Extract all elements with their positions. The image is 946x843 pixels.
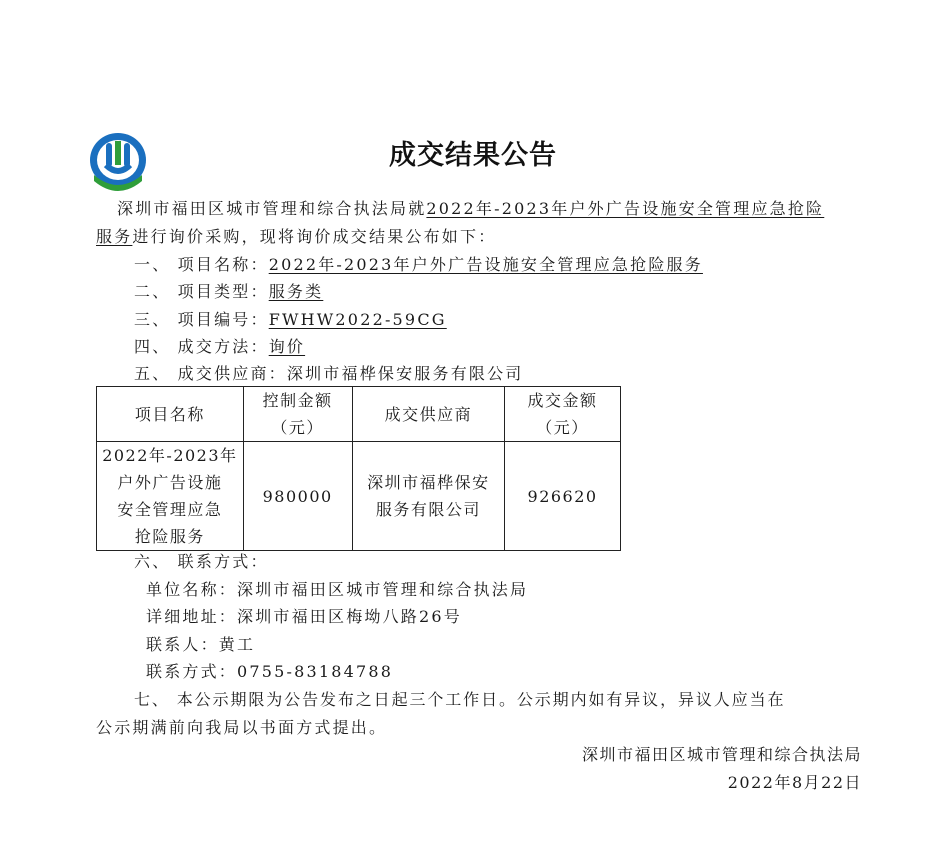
- item-project-type-value: 服务类: [268, 282, 324, 301]
- contact-phone: 联系方式：0755-83184788: [146, 662, 394, 681]
- item-project-code-label: 三、 项目编号：: [134, 310, 269, 329]
- item-project-name: [134, 254, 703, 276]
- item-project-code-value: FWHW2022-59CG: [268, 310, 447, 329]
- result-table: [96, 386, 621, 551]
- signature-date: 2022年8月22日: [727, 773, 862, 792]
- cell-control-amount: 980000: [243, 442, 352, 551]
- item-deal-method: [134, 336, 305, 358]
- item-supplier-label: 五、 成交供应商：: [134, 364, 287, 383]
- intro-line-2: [96, 226, 496, 248]
- notice-line-2: 公示期满前向我局以书面方式提出。: [96, 718, 388, 737]
- header-supplier: 成交供应商: [352, 387, 505, 442]
- intro-line-1: [117, 198, 824, 220]
- item-project-type: [134, 281, 323, 303]
- page-title: 成交结果公告: [389, 140, 557, 171]
- header-control-amount: 控制金额 （元）: [243, 387, 352, 442]
- intro-project-name-part2: 服务: [96, 227, 133, 246]
- notice-line-1: 七、 本公示期限为公告发布之日起三个工作日。公示期内如有异议，异议人应当在: [134, 690, 786, 709]
- contact-heading: 六、 联系方式：: [134, 552, 269, 571]
- contact-address: 详细地址：深圳市福田区梅坳八路26号: [146, 607, 462, 626]
- intro-prefix: 深圳市福田区城市管理和综合执法局就: [117, 199, 427, 218]
- cell-project-name: 2022年-2023年 户外广告设施 安全管理应急 抢险服务: [97, 442, 244, 551]
- item-project-type-label: 二、 项目类型：: [134, 282, 269, 301]
- header-project-name: 项目名称: [97, 387, 244, 442]
- item-supplier-value: 深圳市福桦保安服务有限公司: [286, 364, 524, 383]
- table-row: [97, 442, 621, 551]
- contact-person: 联系人：黄工: [146, 635, 256, 654]
- contact-unit: 单位名称：深圳市福田区城市管理和综合执法局: [146, 580, 529, 599]
- item-project-code: [134, 309, 447, 331]
- item-supplier: [134, 363, 524, 385]
- item-deal-method-value: 询价: [268, 337, 306, 356]
- item-project-name-label: 一、 项目名称：: [134, 255, 269, 274]
- table-header-row: [97, 387, 621, 442]
- signature-org: 深圳市福田区城市管理和综合执法局: [581, 745, 862, 764]
- cell-supplier: 深圳市福桦保安 服务有限公司: [352, 442, 505, 551]
- intro-project-name-part1: 2022年-2023年户外广告设施安全管理应急抢险: [426, 199, 825, 218]
- item-deal-method-label: 四、 成交方法：: [134, 337, 269, 356]
- header-deal-amount: 成交金额 （元）: [505, 387, 621, 442]
- intro-suffix: 进行询价采购，现将询价成交结果公布如下：: [132, 227, 497, 246]
- item-project-name-value: 2022年-2023年户外广告设施安全管理应急抢险服务: [268, 255, 703, 274]
- cell-deal-amount: 926620: [505, 442, 621, 551]
